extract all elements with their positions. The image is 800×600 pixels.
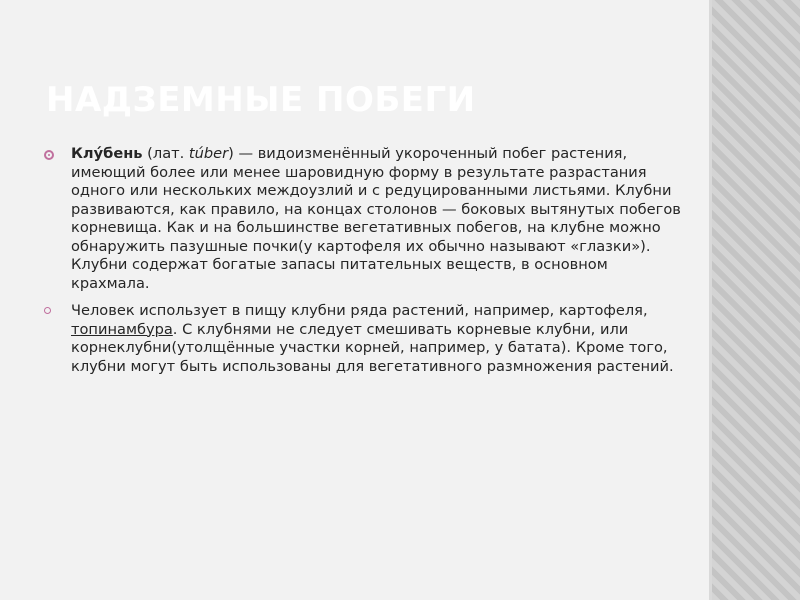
bullet-item-human-use	[42, 302, 682, 376]
bullet-list	[42, 145, 682, 385]
topinambur-link[interactable]: топинамбура	[71, 320, 173, 338]
ring-bullet-icon	[42, 145, 71, 163]
circle-bullet-icon	[42, 302, 71, 320]
latin-term: túber	[188, 145, 229, 162]
latin-prefix: (лат.	[142, 145, 189, 162]
definition-text: ) — видоизменённый укороченный побег растения, имеющий более или менее шаровидную форму в результате разрастания одного или нескольких междоузлий и с редуцированными листьями. Клубни развиваются, как правило, на концах столонов — боковых вытянутых побегов корневища. Как и на большинстве вегетативных побегов, на клубне можно обнаружить пазушные почки(у картофеля их обычно называют «глазки»). Клубни содержат богатые запасы питательных веществ, в основном крахмала.	[71, 145, 681, 292]
usage-text-end: . С клубнями не следует смешивать корневые клубни, или корнеклубни(утолщённые участки корней, например, у батата). Кроме того, клубни могут быть использованы для вегетативного размножения растений.	[71, 320, 674, 375]
bullet-item-tuber-definition	[42, 145, 682, 293]
decorative-striped-panel	[712, 0, 800, 600]
bullet-text	[71, 302, 682, 376]
slide-title: НАДЗЕМНЫЕ ПОБЕГИ	[46, 80, 476, 120]
bullet-text	[71, 145, 682, 293]
usage-text-start: Человек использует в пищу клубни ряда растений, например, картофеля,	[71, 302, 648, 319]
term-tuber: Клу́бень	[71, 145, 143, 162]
